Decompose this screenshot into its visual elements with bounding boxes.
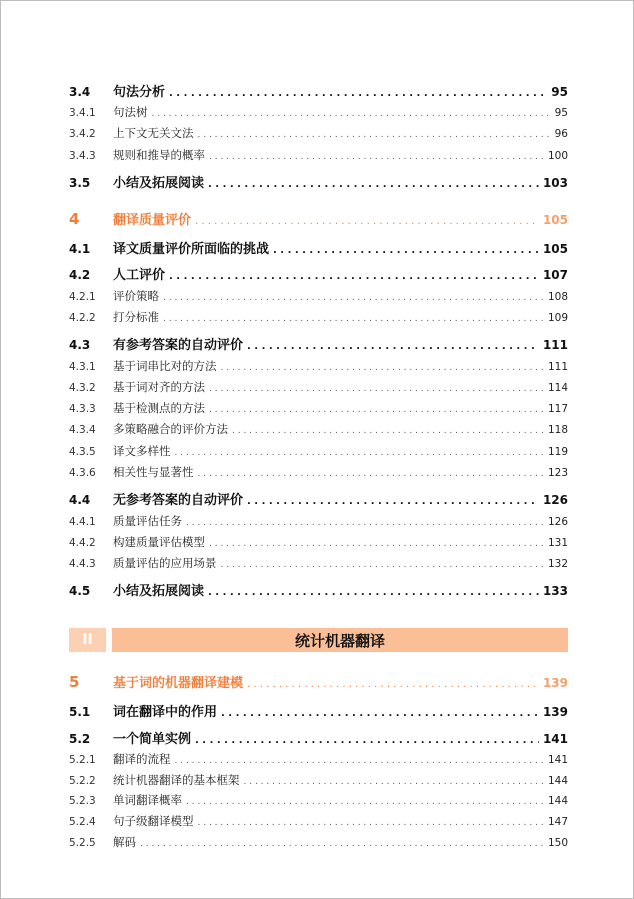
dot-leader — [169, 88, 547, 99]
toc-entry-number: 4.2.1 — [69, 291, 96, 303]
toc-entry-title: 词在翻译中的作用 — [113, 705, 218, 720]
toc-entry-title: 质量评估任务 — [113, 514, 182, 528]
toc-entry-page-number: 139 — [542, 676, 568, 690]
toc-entry-page-number: 117 — [547, 403, 568, 415]
toc-entry-page-number: 105 — [542, 213, 568, 227]
part-title-banner: 统计机器翻译 — [112, 628, 568, 652]
dot-leader — [195, 216, 539, 227]
toc-entry-title: 句法树 — [113, 105, 148, 119]
toc-entry-number: 4.2 — [69, 268, 91, 282]
dot-leader — [232, 426, 544, 436]
toc-entry-page-number: 96 — [554, 128, 568, 140]
toc-entry-sub[interactable] — [69, 534, 568, 550]
toc-entry-title: 打分标准 — [113, 310, 159, 324]
toc-entry-page-number: 105 — [542, 242, 568, 256]
toc-entry-section[interactable] — [69, 334, 568, 353]
dot-leader — [209, 152, 544, 162]
toc-entry-section[interactable] — [69, 264, 568, 283]
dot-leader — [208, 179, 539, 190]
toc-entry-title: 有参考答案的自动评价 — [113, 338, 244, 353]
toc-entry-title: 统计机器翻译的基本框架 — [113, 773, 240, 787]
toc-entry-number: 5.2.1 — [69, 754, 96, 766]
toc-entry-sub[interactable] — [69, 443, 568, 459]
toc-entry-number: 4.3 — [69, 338, 91, 352]
dot-leader — [208, 587, 539, 598]
toc-entry-title: 质量评估的应用场景 — [113, 556, 217, 570]
toc-entry-page-number: 141 — [542, 732, 568, 746]
toc-entry-number: 4.3.6 — [69, 467, 96, 479]
toc-entry-page-number: 108 — [547, 291, 568, 303]
toc-entry-section[interactable] — [69, 580, 568, 599]
toc-entry-sub[interactable] — [69, 464, 568, 480]
dot-leader — [221, 560, 544, 570]
toc-entry-section[interactable] — [69, 701, 568, 720]
toc-entry-sub[interactable] — [69, 400, 568, 416]
toc-entry-title: 单词翻译概率 — [113, 793, 182, 807]
toc-entry-page-number: 139 — [542, 705, 568, 719]
toc-entry-title: 句子级翻译模型 — [113, 814, 194, 828]
toc-entry-title: 小结及拓展阅读 — [113, 584, 205, 599]
toc-entry-title: 基于检测点的方法 — [113, 401, 205, 415]
toc-entry-page-number: 147 — [547, 816, 568, 828]
toc-entry-number: 4.4.1 — [69, 516, 96, 528]
toc-entry-title: 相关性与显著性 — [113, 465, 194, 479]
toc-entry-page-number: 141 — [547, 754, 568, 766]
toc-entry-page-number: 118 — [547, 424, 568, 436]
toc-entry-page-number: 100 — [547, 150, 568, 162]
toc-entry-chapter[interactable] — [69, 209, 568, 228]
dot-leader — [247, 496, 539, 507]
dot-leader — [209, 384, 544, 394]
toc-entry-title: 翻译的流程 — [113, 752, 171, 766]
dot-leader — [163, 314, 544, 324]
dot-leader — [221, 363, 544, 373]
dot-leader — [244, 777, 544, 787]
dot-leader — [140, 839, 544, 849]
dot-leader — [247, 679, 539, 690]
toc-entry-number: 3.4.2 — [69, 128, 96, 140]
toc-entry-page-number: 126 — [547, 516, 568, 528]
toc-entry-number: 4.3.4 — [69, 424, 96, 436]
toc-entry-page-number: 133 — [542, 584, 568, 598]
toc-entry-title: 译文多样性 — [113, 444, 171, 458]
dot-leader — [186, 797, 544, 807]
toc-entry-page-number: 144 — [547, 795, 568, 807]
dot-leader — [209, 539, 544, 549]
toc-entry-sub[interactable] — [69, 288, 568, 304]
toc-entry-title: 解码 — [113, 835, 136, 849]
toc-entry-sub[interactable] — [69, 421, 568, 437]
dot-leader — [186, 518, 544, 528]
toc-entry-section[interactable] — [69, 489, 568, 508]
toc-entry-sub[interactable] — [69, 513, 568, 529]
toc-entry-number: 4.5 — [69, 584, 91, 598]
dot-leader — [175, 448, 544, 458]
toc-entry-number: 5 — [69, 673, 80, 691]
toc-entry-title: 构建质量评估模型 — [113, 535, 205, 549]
toc-entry-number: 4.2.2 — [69, 312, 96, 324]
toc-entry-title: 多策略融合的评价方法 — [113, 422, 228, 436]
toc-entry-page-number: 109 — [547, 312, 568, 324]
toc-entry-number: 4.4.3 — [69, 558, 96, 570]
toc-entry-number: 3.4.1 — [69, 107, 96, 119]
toc-entry-title: 翻译质量评价 — [113, 213, 192, 228]
toc-entry-title: 人工评价 — [113, 268, 166, 283]
toc-entry-page-number: 111 — [542, 338, 568, 352]
dot-leader — [273, 245, 539, 256]
toc-entry-sub[interactable] — [69, 104, 568, 120]
toc-entry-page-number: 111 — [547, 361, 568, 373]
dot-leader — [195, 735, 539, 746]
toc-entry-title: 译文质量评价所面临的挑战 — [113, 242, 270, 257]
toc-entry-number: 4.3.3 — [69, 403, 96, 415]
toc-entry-page-number: 103 — [542, 176, 568, 190]
dot-leader — [247, 341, 539, 352]
toc-entry-title: 评价策略 — [113, 289, 159, 303]
dot-leader — [175, 756, 544, 766]
dot-leader — [152, 109, 551, 119]
toc-entry-title: 上下文无关文法 — [113, 126, 194, 140]
toc-entry-section[interactable] — [69, 81, 568, 100]
toc-entry-sub[interactable] — [69, 125, 568, 141]
toc-entry-title: 基于词对齐的方法 — [113, 380, 205, 394]
toc-entry-page-number: 114 — [547, 382, 568, 394]
toc-entry-sub[interactable] — [69, 147, 568, 163]
part-number-badge: II — [69, 628, 106, 652]
toc-entry-title: 一个简单实例 — [113, 732, 192, 747]
toc-entry-section[interactable] — [69, 728, 568, 747]
toc-entry-title: 规则和推导的概率 — [113, 148, 205, 162]
toc-entry-sub[interactable] — [69, 379, 568, 395]
dot-leader — [169, 271, 539, 282]
toc-entry-sub[interactable] — [69, 813, 568, 829]
toc-entry-number: 5.2.2 — [69, 775, 96, 787]
toc-entry-number: 4.3.1 — [69, 361, 96, 373]
toc-entry-page-number: 132 — [547, 558, 568, 570]
toc-entry-number: 5.2 — [69, 732, 91, 746]
toc-entry-sub[interactable] — [69, 834, 568, 850]
toc-entry-page-number: 95 — [554, 107, 568, 119]
toc-entry-number: 5.2.5 — [69, 837, 96, 849]
toc-entry-page-number: 150 — [547, 837, 568, 849]
dot-leader — [221, 708, 539, 719]
toc-entry-number: 4.3.2 — [69, 382, 96, 394]
toc-entry-sub[interactable] — [69, 772, 568, 788]
toc-entry-number: 4 — [69, 210, 80, 228]
toc-entry-page-number: 107 — [542, 268, 568, 282]
dot-leader — [163, 293, 544, 303]
toc-entry-sub[interactable] — [69, 309, 568, 325]
toc-entry-page-number: 131 — [547, 537, 568, 549]
toc-entry-number: 3.5 — [69, 176, 91, 190]
toc-entry-sub[interactable] — [69, 358, 568, 374]
toc-entry-page-number: 126 — [542, 493, 568, 507]
toc-entry-page-number: 123 — [547, 467, 568, 479]
toc-entry-number: 4.1 — [69, 242, 91, 256]
toc-entry-number: 4.3.5 — [69, 446, 96, 458]
toc-entry-section[interactable] — [69, 238, 568, 257]
toc-entry-number: 5.2.4 — [69, 816, 96, 828]
dot-leader — [198, 818, 544, 828]
toc-entry-title: 小结及拓展阅读 — [113, 176, 205, 191]
toc-entry-number: 5.2.3 — [69, 795, 96, 807]
dot-leader — [198, 469, 544, 479]
toc-entry-title: 基于词串比对的方法 — [113, 359, 217, 373]
toc-entry-page-number: 95 — [551, 85, 568, 99]
toc-entry-page-number: 144 — [547, 775, 568, 787]
toc-entry-chapter[interactable] — [69, 672, 568, 691]
toc-entry-sub[interactable] — [69, 555, 568, 571]
toc-entry-sub[interactable] — [69, 792, 568, 808]
dot-leader — [209, 405, 544, 415]
dot-leader — [198, 130, 551, 140]
toc-entry-section[interactable] — [69, 172, 568, 191]
toc-entry-sub[interactable] — [69, 751, 568, 767]
toc-entry-number: 4.4.2 — [69, 537, 96, 549]
toc-entry-title: 无参考答案的自动评价 — [113, 493, 244, 508]
toc-entry-number: 5.1 — [69, 705, 91, 719]
toc-entry-page-number: 119 — [547, 446, 568, 458]
toc-entry-title: 基于词的机器翻译建模 — [113, 676, 244, 691]
toc-entry-title: 句法分析 — [113, 85, 166, 100]
toc-entry-number: 4.4 — [69, 493, 91, 507]
toc-entry-number: 3.4.3 — [69, 150, 96, 162]
toc-entry-number: 3.4 — [69, 85, 91, 99]
